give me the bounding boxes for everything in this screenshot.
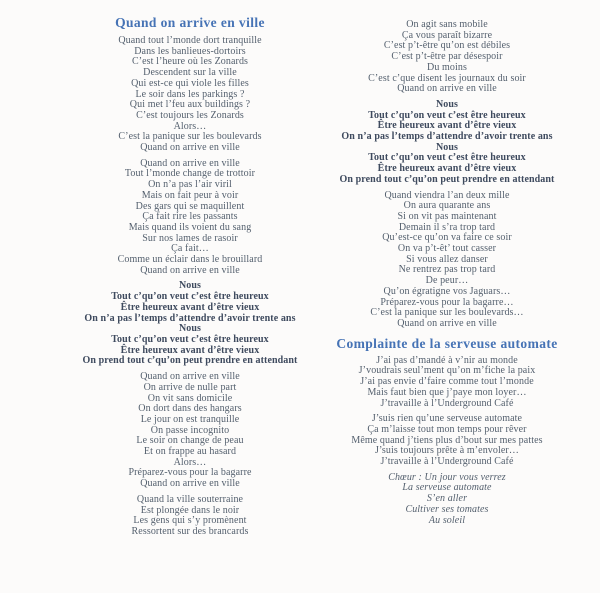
lyric-line: Le soir dans les parkings ? <box>135 88 245 100</box>
lyric-line: C’est la panique sur les boulevards… <box>370 307 524 319</box>
lyric-line: Être heureux avant d’être vieux <box>377 163 517 175</box>
lyric-line: Préparez-vous pour la bagarre <box>128 467 252 479</box>
lyric-line: Tout c’qu’on veut c’est être heureux <box>111 291 269 303</box>
song-title: Complainte de la serveuse automate <box>336 335 558 351</box>
lyric-line: Nous <box>435 98 459 110</box>
lyric-line: Qu’on égratigne vos Jaguars… <box>383 285 511 297</box>
lyric-line: C’est toujours les Zonards <box>136 109 244 121</box>
lyric-line: Dans les banlieues-dortoirs <box>134 45 246 57</box>
lyric-line: Nous <box>178 280 202 292</box>
lyric-line: J’travaille à l’Underground Café <box>380 397 514 409</box>
lyric-line: Quand on arrive en ville <box>140 371 240 383</box>
lyric-line: Mais faut bien que j’paye mon loyer… <box>367 386 527 398</box>
lyric-line: Les gens qui s’y promènent <box>133 515 247 527</box>
lyric-line: Préparez-vous pour la bagarre… <box>380 296 514 308</box>
lyric-line: J’suis rien qu’une serveuse automate <box>371 413 523 425</box>
lyric-line: Le soir on change de peau <box>136 435 244 447</box>
lyric-line: On n’a pas l’air viril <box>148 179 232 191</box>
lyric-line: Ça fait… <box>171 243 209 255</box>
lyric-line: Être heureux avant d’être vieux <box>120 301 260 313</box>
lyric-line: Tout c’qu’on veut c’est être heureux <box>111 333 269 345</box>
lyric-line: Sur nos lames de rasoir <box>142 232 238 244</box>
lyric-line: J’suis toujours prête à m’envoler… <box>375 445 519 457</box>
lyric-line: Si on vit pas maintenant <box>397 210 497 222</box>
lyric-line: De peur… <box>425 275 469 287</box>
stanza <box>300 191 594 330</box>
lyric-line: Être heureux avant d’être vieux <box>120 344 260 356</box>
lyric-line: Qu’est-ce qu’on va faire ce soir <box>382 232 512 244</box>
lyric-line: Mais quand ils voient du sang <box>128 221 252 233</box>
lyric-line: C’est c’que disent les journaux du soir <box>368 72 526 84</box>
lyric-line: Comme un éclair dans le brouillard <box>117 254 263 266</box>
lyric-line: Ne rentrez pas trop tard <box>398 264 496 276</box>
lyric-line: C’est p’t-être qu’on est débiles <box>383 40 511 52</box>
lyric-line: On aura quarante ans <box>403 200 491 212</box>
lyric-line: Quand viendra l’an deux mille <box>384 189 510 201</box>
lyric-line: J’ai pas envie d’faire comme tout l’monde <box>360 376 534 388</box>
lyric-line: Quand la ville souterraine <box>136 493 244 505</box>
lyric-line: Nous <box>178 323 202 335</box>
lyric-line: Même quand j’tiens plus d’bout sur mes pattes <box>351 434 543 446</box>
lyric-line: On vit sans domicile <box>147 392 233 404</box>
lyric-line: Quand on arrive en ville <box>140 478 240 490</box>
lyric-line: Quand on arrive en ville <box>397 83 497 95</box>
stanza <box>300 414 594 468</box>
lyric-line: Alors… <box>173 456 207 468</box>
stanza <box>300 473 594 527</box>
lyric-line: On va p’t-êt’ tout casser <box>397 243 497 255</box>
lyric-line: J’voudrais seul’ment qu’on m’fiche la paix <box>358 365 536 377</box>
lyric-line: Qui met l’feu aux buildings ? <box>129 99 251 111</box>
lyric-line: J’travaille à l’Underground Café <box>380 456 514 468</box>
lyric-line: La serveuse automate <box>402 482 492 494</box>
lyric-line: Quand on arrive en ville <box>397 317 497 329</box>
lyric-line: Descendent sur la ville <box>143 67 237 79</box>
lyric-line: Quand on arrive en ville <box>140 142 240 154</box>
lyric-line: On prend tout c’qu’on peut prendre en attendant <box>82 355 298 367</box>
lyric-line: On arrive de nulle part <box>143 381 237 393</box>
lyric-line: C’est l’heure où les Zonards <box>131 56 249 68</box>
lyric-line: Être heureux avant d’être vieux <box>377 120 517 132</box>
stanza <box>300 356 594 410</box>
lyric-line: Des gars qui se maquillent <box>135 200 245 212</box>
lyric-line: Ça fait rire les passants <box>142 211 238 223</box>
lyric-line: On passe incognito <box>150 424 230 436</box>
lyric-line: C’est la panique sur les boulevards <box>118 131 262 143</box>
lyric-line: Est plongée dans le noir <box>140 504 240 516</box>
lyric-line: Et on frappe au hasard <box>143 446 237 458</box>
lyric-line: Tout c’qu’on veut c’est être heureux <box>368 152 526 164</box>
lyric-line: Qui est-ce qui viole les filles <box>131 77 249 89</box>
lyric-line: Quand on arrive en ville <box>140 264 240 276</box>
lyric-line: Le jour on est tranquille <box>140 413 240 425</box>
lyric-line: Du moins <box>427 61 467 73</box>
lyrics-column-right <box>300 20 594 531</box>
lyric-line: Nous <box>435 141 459 153</box>
lyric-line: J’ai pas d’mandé à v’nir au monde <box>376 354 518 366</box>
lyric-line: Mais on fait peur à voir <box>141 189 239 201</box>
lyric-line: On prend tout c’qu’on peut prendre en attendant <box>339 173 555 185</box>
lyric-line: S’en aller <box>426 493 468 505</box>
lyric-line: Ça m’laisse tout mon temps pour rêver <box>367 423 527 435</box>
song-title: Quand on arrive en ville <box>115 15 265 30</box>
lyric-line: Alors… <box>173 120 207 132</box>
lyric-line: Ça vous paraît bizarre <box>401 29 493 41</box>
lyric-line: On agit sans mobile <box>406 19 488 30</box>
lyric-line: Si vous allez danser <box>406 253 488 265</box>
lyric-line: Cultiver ses tomates <box>405 503 489 515</box>
lyric-line: C’est p’t-être par désespoir <box>391 51 503 63</box>
lyric-line: On n’a pas l’temps d’attendre d’avoir trente ans <box>84 312 296 324</box>
lyric-line: Quand tout l’monde dort tranquille <box>118 35 262 46</box>
lyric-line: Quand on arrive en ville <box>140 157 240 169</box>
lyric-line: Tout c’qu’on veut c’est être heureux <box>368 109 526 121</box>
lyric-line: Au soleil <box>428 514 466 526</box>
lyric-line: Ressortent sur des brancards <box>131 525 249 537</box>
lyric-line: Chœur : Un jour vous verrez <box>388 471 506 483</box>
lyric-line: Tout l’monde change de trottoir <box>124 168 256 180</box>
lyric-line: On n’a pas l’temps d’attendre d’avoir trente ans <box>341 131 553 143</box>
stanza <box>300 20 594 95</box>
lyric-line: On dort dans des hangars <box>138 403 242 415</box>
stanza <box>300 100 594 186</box>
lyric-line: Demain il s’ra trop tard <box>398 221 496 233</box>
